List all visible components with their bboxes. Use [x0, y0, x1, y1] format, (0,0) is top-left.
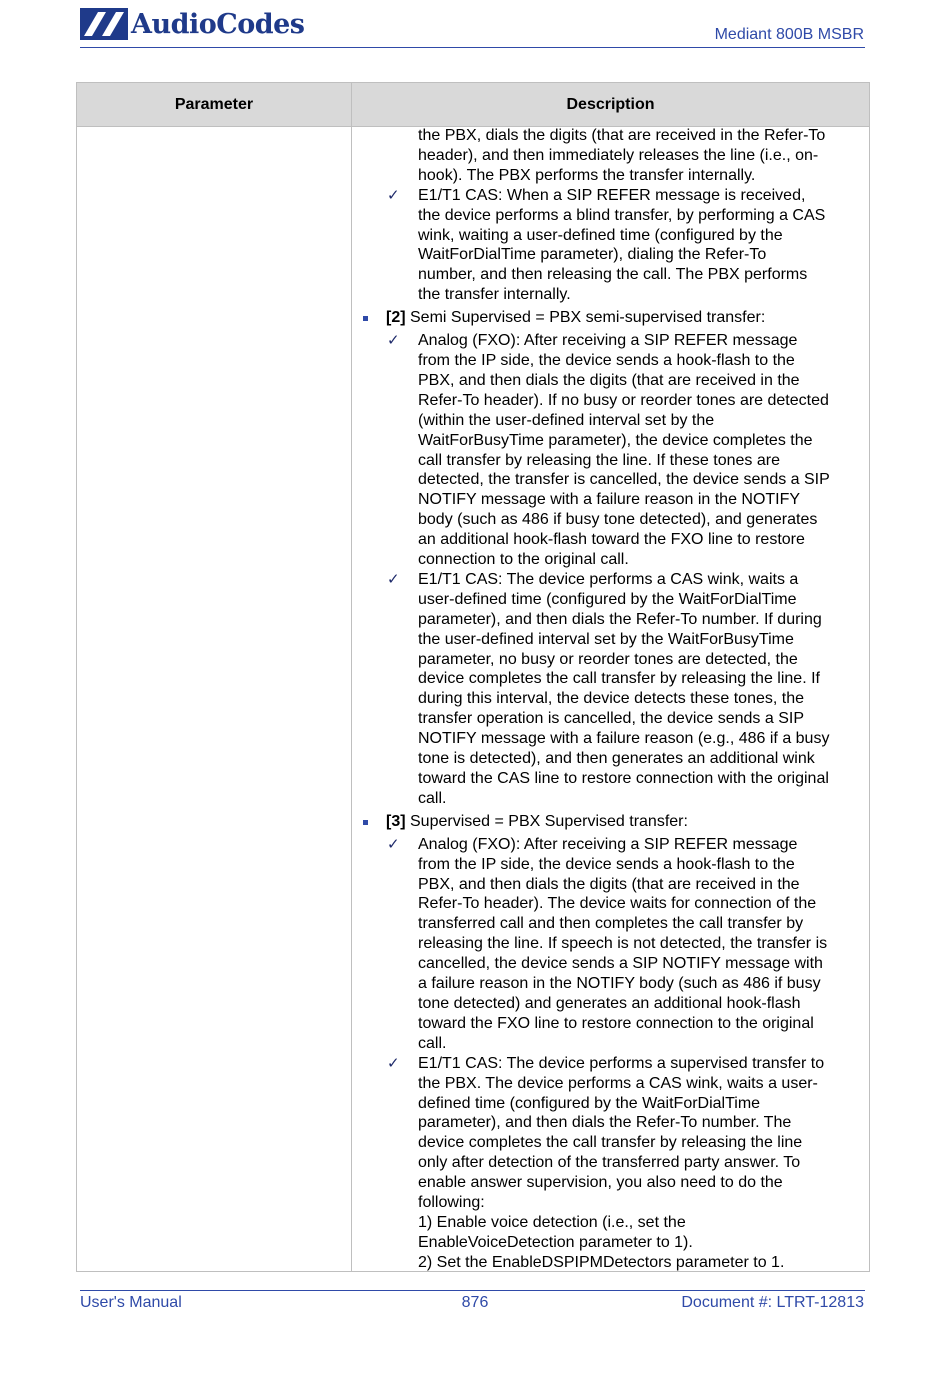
text-line: a failure reason in the NOTIFY body (such as 486 if busy	[418, 975, 821, 993]
checklist-item-fxo-semi	[357, 331, 865, 570]
text-line: parameter, no busy or reorder tones are detected, the	[418, 650, 798, 668]
text-line: tone is detected), and then generates an additional wink	[418, 750, 815, 768]
column-header-description: Description	[566, 96, 655, 113]
text-line: the device performs a blind transfer, by performing a CAS	[418, 206, 826, 224]
text-line: cancelled, the device sends a SIP NOTIFY message with	[418, 955, 823, 973]
square-bullet-icon	[363, 820, 368, 825]
text-line: PBX, and then dials the digits (that are received in the	[418, 875, 800, 893]
text-line: body (such as 486 if busy tone detected), and generates	[418, 511, 818, 529]
checkmark-icon: ✓	[387, 185, 400, 204]
text-line: device completes the call transfer by releasing the line	[418, 1134, 803, 1152]
text-line: call transfer by releasing the line. If these tones are	[418, 451, 780, 469]
text-line: E1/T1 CAS: The device performs a supervised transfer to	[418, 1054, 825, 1072]
option-number: [3]	[386, 812, 406, 830]
text-line: call.	[418, 789, 447, 807]
logo-mark-icon	[80, 8, 128, 40]
page-number: 876	[461, 1294, 489, 1311]
text-line: transfer operation is cancelled, the device sends a SIP	[418, 710, 804, 728]
audiocodes-logo	[80, 8, 304, 40]
text-line: detected, the transfer is cancelled, the device sends a SIP	[418, 471, 830, 489]
document-number: Document #: LTRT-12813	[681, 1294, 864, 1311]
option-number: [2]	[386, 309, 406, 327]
text-line: Refer-To header). If no busy or reorder tones are detected	[418, 391, 829, 409]
product-name: Mediant 800B MSBR	[714, 26, 864, 43]
text-line: user-defined time (configured by the WaitForDialTime	[418, 590, 797, 608]
numbered-line: EnableVoiceDetection parameter to 1).	[418, 1233, 693, 1251]
parameter-table	[76, 82, 870, 1272]
text-line: toward the CAS line to restore connection with the original	[418, 770, 829, 787]
checklist-item-cas-semi	[357, 570, 865, 809]
checkmark-icon: ✓	[387, 569, 400, 588]
text-line: Refer-To header). The device waits for connection of the	[418, 895, 817, 913]
text-line: an additional hook-flash toward the FXO line to restore	[418, 531, 805, 549]
checklist-item-cas-supervised	[357, 1054, 865, 1213]
text-line: defined time (configured by the WaitForDialTime	[418, 1094, 761, 1112]
text-line: WaitForBusyTime parameter), the device completes the	[418, 431, 813, 449]
text-line: the transfer internally.	[418, 286, 571, 304]
footer-doc-type: User's Manual	[80, 1294, 182, 1311]
bullet-semi-supervised	[357, 308, 865, 328]
square-bullet-icon	[363, 316, 368, 321]
text-line: NOTIFY message with a failure reason in the NOTIFY	[418, 491, 801, 509]
text-line: parameter), and then dials the Refer-To number. The	[418, 1114, 792, 1132]
text-line: toward the FXO line to restore connection to the original	[418, 1014, 814, 1032]
numbered-steps	[357, 1213, 865, 1273]
checklist-item-fxo-supervised	[357, 835, 865, 1054]
text-line: hook). The PBX performs the transfer internally.	[418, 166, 756, 184]
text-line: from the IP side, the device sends a hook-flash to the	[418, 855, 795, 873]
text-line: header), and then immediately releases the line (i.e., on-	[418, 146, 819, 164]
column-header-parameter: Parameter	[174, 96, 254, 113]
text-line: parameter), and then dials the Refer-To number. If during	[418, 610, 822, 628]
column-divider	[351, 83, 352, 1271]
checkmark-icon: ✓	[387, 1053, 400, 1072]
table-header-row	[77, 83, 869, 127]
checklist-item-cas-blind	[357, 186, 865, 305]
option-text: Supervised = PBX Supervised transfer:	[405, 812, 688, 830]
text-line: during this interval, the device detects these tones, the	[418, 690, 805, 708]
text-line: wink, waiting a user-defined time (configured by the	[418, 226, 783, 244]
text-line: enable answer supervision, you also need to do the	[418, 1174, 783, 1192]
text-line: the PBX, dials the digits (that are received in the Refer-To	[418, 127, 826, 144]
description-cell	[357, 126, 865, 1273]
option-text: Semi Supervised = PBX semi-supervised transfer:	[405, 309, 766, 327]
header-rule	[80, 47, 865, 48]
text-line: Analog (FXO): After receiving a SIP REFER message	[418, 332, 798, 350]
text-line: tone detected) and generates an additional hook-flash	[418, 994, 801, 1012]
text-line: connection to the original call.	[418, 551, 629, 569]
text-line: transferred call and then completes the call transfer by	[418, 915, 804, 933]
logo-text: AudioCodes	[131, 8, 305, 40]
continued-text	[357, 126, 865, 186]
checkmark-icon: ✓	[387, 331, 400, 350]
text-line: (within the user-defined interval set by the	[418, 411, 715, 429]
text-line: E1/T1 CAS: The device performs a CAS wink, waits a	[418, 570, 799, 588]
checkmark-icon: ✓	[387, 834, 400, 853]
footer-rule	[80, 1290, 865, 1291]
bullet-supervised	[357, 812, 865, 832]
numbered-line: 2) Set the EnableDSPIPMDetectors parameter to 1.	[418, 1253, 785, 1271]
text-line: E1/T1 CAS: When a SIP REFER message is received,	[418, 186, 806, 204]
text-line: number, and then releasing the call. The PBX performs	[418, 266, 808, 284]
text-line: following:	[418, 1194, 485, 1212]
text-line: call.	[418, 1034, 447, 1052]
text-line: device completes the call transfer by releasing the line. If	[418, 670, 820, 688]
text-line: NOTIFY message with a failure reason (e.g., 486 if a busy	[418, 730, 830, 748]
numbered-line: 1) Enable voice detection (i.e., set the	[418, 1213, 686, 1231]
text-line: from the IP side, the device sends a hook-flash to the	[418, 351, 795, 369]
text-line: PBX, and then dials the digits (that are received in the	[418, 371, 800, 389]
text-line: the user-defined interval set by the WaitForBusyTime	[418, 630, 794, 648]
text-line: only after detection of the transferred party answer. To	[418, 1154, 801, 1172]
text-line: Analog (FXO): After receiving a SIP REFER message	[418, 835, 798, 853]
text-line: releasing the line. If speech is not detected, the transfer is	[418, 935, 828, 953]
text-line: the PBX. The device performs a CAS wink, waits a user-	[418, 1074, 818, 1092]
text-line: WaitForDialTime parameter), dialing the Refer-To	[418, 246, 767, 264]
